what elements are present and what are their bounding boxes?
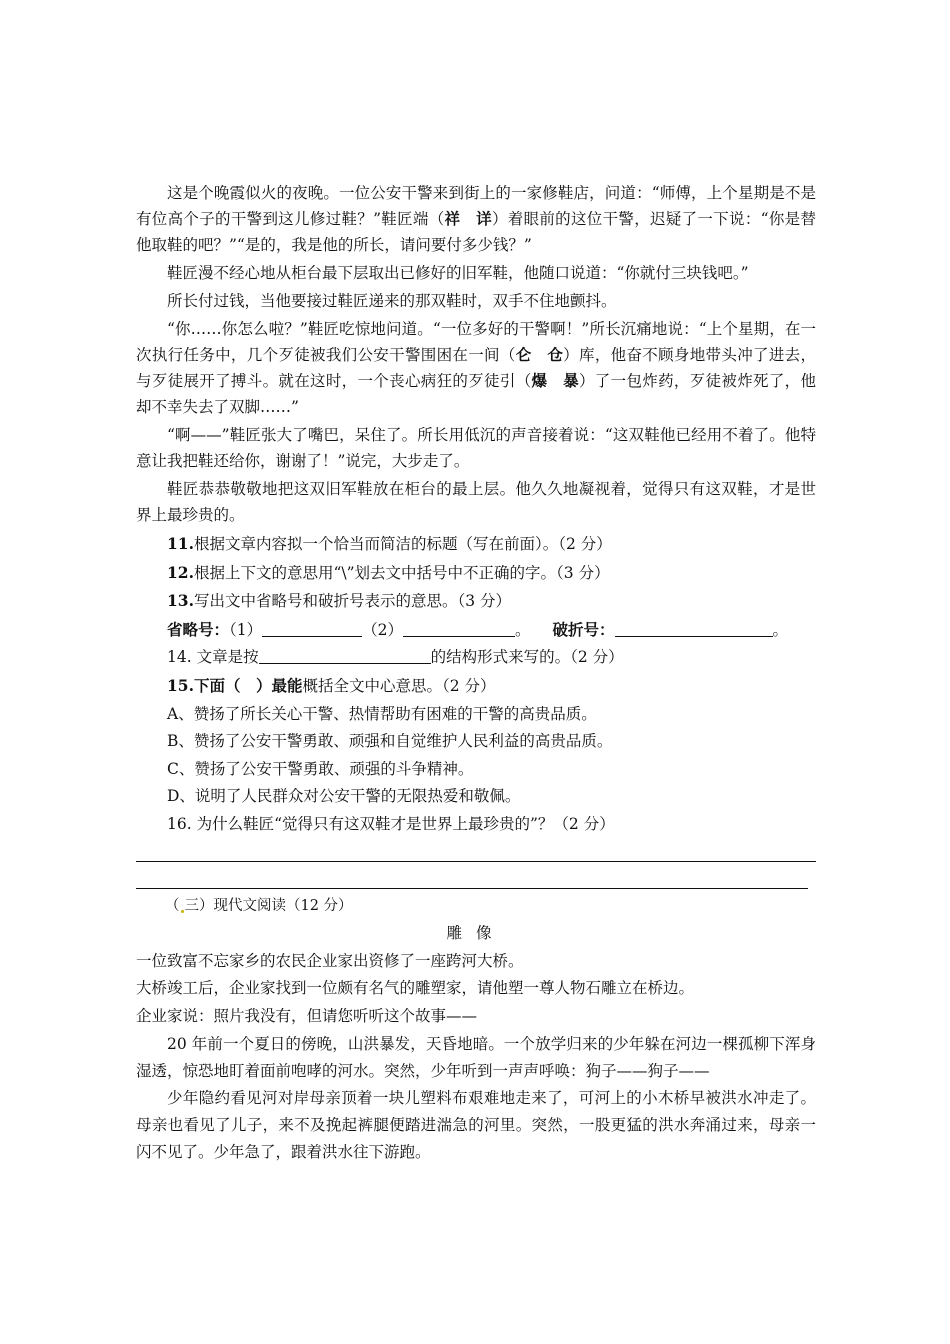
paragraph-text: “你……你怎么啦？”鞋匠吃惊地问道。“一位多好的干警啊！”所长沉痛地说：“上个星期，在一次执行任务中，几个歹徒被我们公安干警围困在一间（ bbox=[136, 320, 816, 364]
question-15 bbox=[136, 672, 816, 701]
question-text: 根据上下文的意思用“\”划去文中括号中不正确的字。（3 分） bbox=[193, 563, 610, 582]
mark-dot bbox=[181, 910, 184, 913]
passage-paragraph-3: 所长付过钱，当他要接过鞋匠递来的那双鞋时，双手不住地颤抖。 bbox=[167, 292, 617, 310]
answer-blank-2[interactable] bbox=[403, 621, 515, 637]
passage-paragraph-1 bbox=[136, 180, 816, 258]
passage-paragraph-4 bbox=[136, 316, 816, 420]
punctuation: 。 bbox=[772, 620, 789, 639]
question-number: 13. bbox=[167, 591, 194, 611]
blank-label-2: （2） bbox=[362, 620, 404, 639]
story-paragraph-2: 大桥竣工后，企业家找到一位颇有名气的雕塑家，请他塑一尊人物石雕立在桥边。 bbox=[136, 979, 695, 998]
answer-blank-1[interactable] bbox=[262, 621, 362, 637]
question-11 bbox=[136, 530, 816, 559]
paragraph-text: ）了一包炸药，歹徒被炸死了，他却不幸失去了双脚……” bbox=[136, 372, 816, 416]
story-paragraph-5: 少年隐约看见河对岸母亲顶着一块儿塑料布艰难地走来了，可河上的小木桥早被洪水冲走了。母亲也看见了儿子，来不及挽起裤腿便踏进湍急的河里。突然，一股更猛的洪水奔涌过来，母亲一闪不见了。少年急了，跟着洪水往下游跑。 bbox=[136, 1088, 816, 1161]
passage-paragraph-2: 鞋匠漫不经心地从柜台最下层取出已修好的旧军鞋，他随口说道：“你就付三块钱吧。” bbox=[167, 264, 749, 282]
section-3-heading bbox=[136, 893, 816, 921]
document-body bbox=[136, 180, 816, 1166]
dash-label: 破折号： bbox=[552, 619, 615, 639]
answer-blank-4[interactable] bbox=[259, 648, 431, 664]
passage-paragraph-5: “啊——”鞋匠张大了嘴巴，呆住了。所长用低沉的声音接着说：“这双鞋他已经用不着了。他特意让我把鞋还给你，谢谢了！”说完，大步走了。 bbox=[136, 426, 816, 470]
question-number: 11. bbox=[167, 534, 194, 553]
question-13 bbox=[136, 587, 816, 616]
question-text: 写出文中省略号和破折号表示的意思。（3 分） bbox=[193, 592, 512, 611]
blank-label-1: （1） bbox=[229, 620, 263, 639]
answer-line-1[interactable] bbox=[136, 861, 816, 862]
question-16: 16. 为什么鞋匠“觉得只有这双鞋才是世界上最珍贵的”？（2 分） bbox=[167, 814, 615, 833]
option-c: C、赞扬了公安干警勇敢、顽强的斗争精神。 bbox=[167, 759, 474, 778]
answer-line-2[interactable] bbox=[136, 888, 808, 889]
question-13-answer-row bbox=[136, 616, 816, 645]
question-text: 根据文章内容拟一个恰当而简洁的标题（写在前面）。（2 分） bbox=[193, 535, 612, 553]
story-paragraph-3: 企业家说：照片我没有，但请您听听这个故事—— bbox=[136, 1006, 478, 1025]
question-text: 概括全文中心意思。（2 分） bbox=[302, 676, 496, 695]
heading-text: （ bbox=[165, 897, 180, 914]
question-number: 15.下面（ ） bbox=[167, 675, 272, 695]
story-title: 雕像 bbox=[446, 924, 506, 943]
answer-blank-3[interactable] bbox=[615, 621, 773, 637]
emphasis-text: 最能 bbox=[271, 675, 303, 695]
question-text: 14. 文章是按 bbox=[167, 648, 259, 667]
passage-paragraph-6: 鞋匠恭恭敬敬地把这双旧军鞋放在柜台的最上层。他久久地凝视着，觉得只有这双鞋，才是世界上最珍贵的。 bbox=[136, 480, 816, 524]
heading-text: 三）现代文阅读（12 分） bbox=[184, 897, 353, 914]
bracket-choice-bao: 爆 暴 bbox=[531, 371, 579, 390]
option-d: D、说明了人民群众对公安干警的无限热爱和敬佩。 bbox=[167, 787, 521, 806]
bracket-choice-xiang: 祥 详 bbox=[444, 209, 492, 228]
question-14 bbox=[136, 644, 816, 672]
option-b: B、赞扬了公安干警勇敢、顽强和自觉维护人民利益的高贵品质。 bbox=[167, 732, 613, 751]
story-paragraph-4: 20 年前一个夏日的傍晚，山洪暴发，天昏地暗。一个放学归来的少年躲在河边一棵孤柳下浑身湿透，惊恐地盯着面前咆哮的河水。突然，少年听到一声声呼唤：狗子——狗子—— bbox=[136, 1034, 816, 1080]
question-12 bbox=[136, 559, 816, 588]
paragraph-text: ）着眼前的这位干警，迟疑了一下说：“你是替他取鞋的吧？”“是的，我是他的所长，请问要付多少钱？” bbox=[136, 210, 816, 254]
bracket-choice-cang: 仑 仓 bbox=[515, 345, 564, 364]
option-a: A、赞扬了所长关心干警、热情帮助有困难的干警的高贵品质。 bbox=[167, 704, 597, 723]
paragraph-text: ）库，他奋不顾身地带头冲了进去，与歹徒展开了搏斗。就在这时，一个丧心病狂的歹徒引（ bbox=[136, 346, 816, 390]
ellipsis-label: 省略号： bbox=[167, 619, 230, 639]
story-paragraph-1: 一位致富不忘家乡的农民企业家出资修了一座跨河大桥。 bbox=[136, 951, 524, 970]
question-number: 12. bbox=[167, 562, 194, 582]
question-text: 的结构形式来写的。（2 分） bbox=[430, 648, 624, 667]
paragraph-text: 这是个晚霞似火的夜晚。一位公安干警来到街上的一家修鞋店，问道：“师傅，上个星期是不是有位高个子的干警到这儿修过鞋？”鞋匠端（ bbox=[136, 184, 816, 228]
punctuation: 。 bbox=[515, 620, 531, 639]
